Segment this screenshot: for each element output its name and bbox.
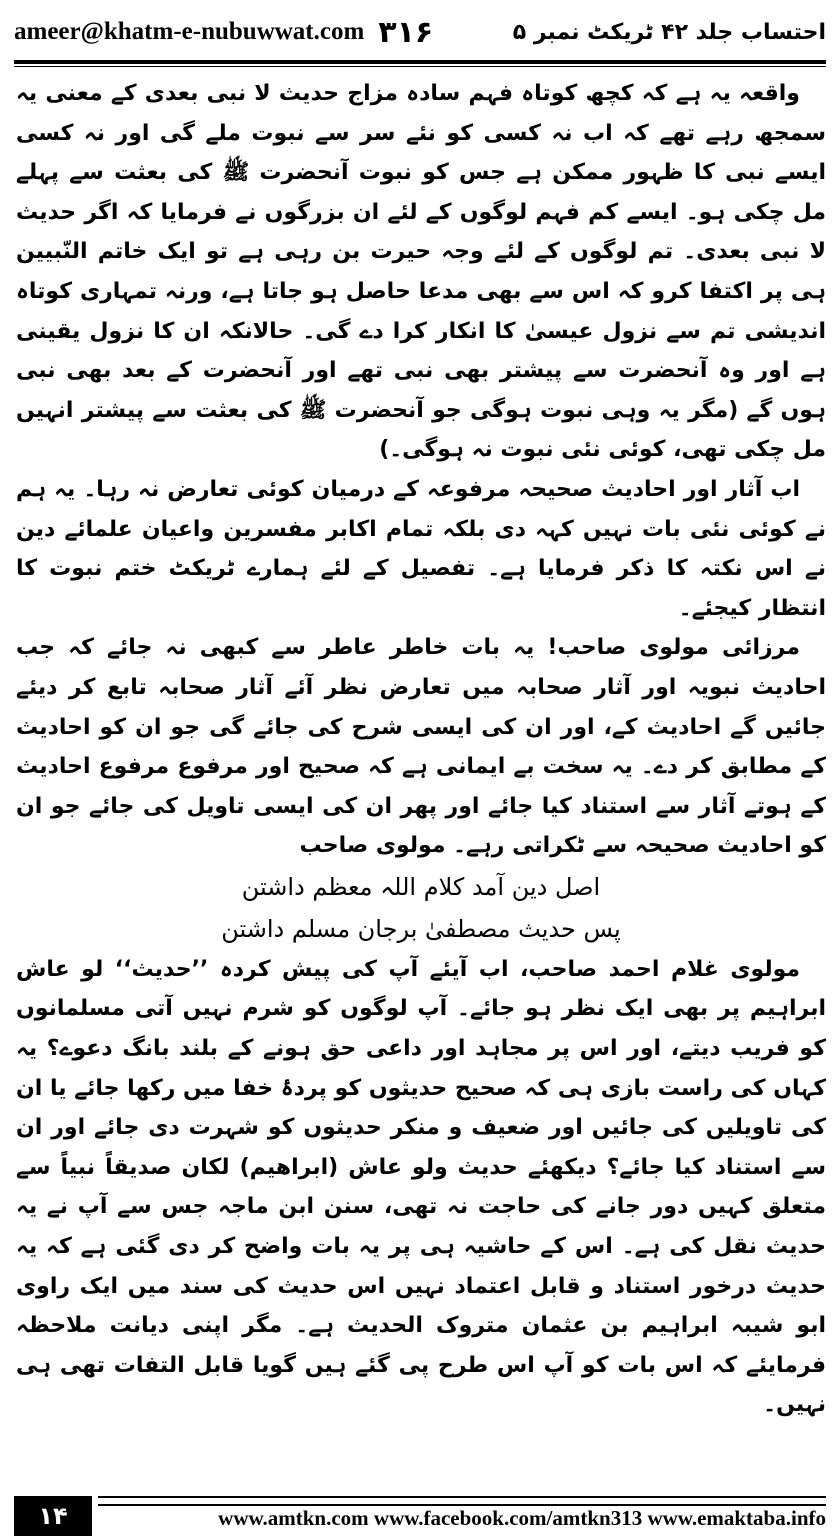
running-title: احتساب جلد ۴۲ ٹریکٹ نمبر ۵ <box>512 19 826 45</box>
paragraph-3: مرزائی مولوی صاحب! یہ بات خاطر عاطر سے کبھی نہ جائے کہ جب احادیث نبویہ اور آثار صحابہ میں تعارض نظر آئے آثار صحابہ تابع کر دیئے جائیں گے احادیث کے، اور ان کی ایسی شرح کی جائے گی جو ان کو احادیث کے مطابق کر دے۔ یہ سخت بے ایمانی ہے کہ صحیح اور مرفوع مرفوع احادیث کے ہوتے آثار سے استناد کیا جائے اور پھر ان کی ایسی تاویل کی جائے جو ان کو احادیث صحیحہ سے ٹکراتی رہے۔ مولوی صاحب <box>16 635 826 859</box>
footer-links[interactable]: www.amtkn.com www.facebook.com/amtkn313 www.emaktaba.info <box>218 1506 826 1530</box>
paragraph-1: واقعہ یہ ہے کہ کچھ کوتاہ فہم سادہ مزاج حدیث لا نبی بعدی کے معنی یہ سمجھ رہے تھے کہ اب نہ کسی کو نئے سر سے نبوت ملے گی اور نہ کسی ایسے نبی کا ظہور ممکن ہے جس کو نبوت آنحضرت ﷺ کی بعثت سے پہلے مل چکی ہو۔ ایسے کم فہم لوگوں کے لئے ان بزرگوں نے فرمایا کہ اگر حدیث لا نبی بعدی۔ تم لوگوں کے لئے وجہ حیرت بن رہی ہے تو ایک خاتم النّبیین ہی پر اکتفا کرو کہ اس سے بھی مدعا حاصل ہو جاتا ہے، ورنہ تمہاری کوتاہ اندیشی تم سے نزول عیسیٰ کا انکار کرا دے گی۔ حالانکہ ان کا نزول یقینی ہے اور وہ آنحضرت سے پیشتر بھی نبی تھے اور آنحضرت کے بعد بھی نبی ہوں گے (مگر یہ وہی نبوت ہوگی جو آنحضرت ﷺ کی بعثت سے پیشتر انہیں مل چکی تھی، کوئی نئی نبوت نہ ہوگی۔) <box>16 81 826 463</box>
header-page-number: ۳۱۶ <box>378 14 434 50</box>
footer-rule <box>98 1496 826 1506</box>
article-body <box>16 74 826 1425</box>
verse-line-2: پس حدیث مصطفیٰ برجان مسلم داشتن <box>221 914 621 943</box>
verse-line-1: اصل دین آمد کلام اللہ معظم داشتن <box>241 872 601 901</box>
footer-page-number: ۱۴ <box>14 1496 92 1536</box>
header-left-group <box>14 15 433 50</box>
paragraph-4: مولوی غلام احمد صاحب، اب آیئے آپ کی پیش کردہ ’’حدیث‘‘ لو عاش ابراہیم پر بھی ایک نظر ہو جائے۔ آپ لوگوں کو شرم نہیں آتی مسلمانوں کو فریب دیتے، اور اس پر مجاہد اور داعی حق ہونے کے بلند بانگ دعوے؟ یہ کہاں کی راست بازی ہی کہ صحیح حدیثوں کو پردۂ خفا میں رکھا جائے یا ان کی تاویلیں کی جائیں اور ضعیف و منکر حدیثوں کو شہرت دی جائے اور ان سے استناد کیا جائے؟ دیکھئے حدیث ولو عاش (ابراھیم) لکان صدیقاً نبیاً سے متعلق کہیں دور جانے کی حاجت نہ تھی، سنن ابن ماجہ جس سے آپ نے یہ حدیث نقل کی ہے۔ اس کے حاشیہ ہی پر یہ بات واضح کر دی گئی ہے کہ یہ حدیث درخور استناد و قابل اعتماد نہیں اس حدیث کی سند میں ایک راوی ابو شیبہ ابراہیم بن عثمان متروک الحدیث ہے۔ مگر اپنی دیانت ملاحظہ فرمایئے کہ اس بات کو آپ اس طرح پی گئے ہیں گویا قابل التفات تھی ہی نہیں۔ <box>16 956 826 1418</box>
paragraph-2: اب آثار اور احادیث صحیحہ مرفوعہ کے درمیان کوئی تعارض نہ رہا۔ یہ ہم نے کوئی نئی بات نہیں کہہ دی بلکہ تمام اکابر مفسرین واعیان علمائے دین نے اس نکتہ کا ذکر فرمایا ہے۔ تفصیل کے لئے ہمارے ٹریکٹ ختم نبوت کا انتظار کیجئے۔ <box>16 476 826 621</box>
header-rule <box>14 60 826 67</box>
page-footer <box>14 1496 826 1536</box>
page-header <box>14 8 826 56</box>
header-email: ameer@khatm-e-nubuwwat.com <box>14 18 365 45</box>
